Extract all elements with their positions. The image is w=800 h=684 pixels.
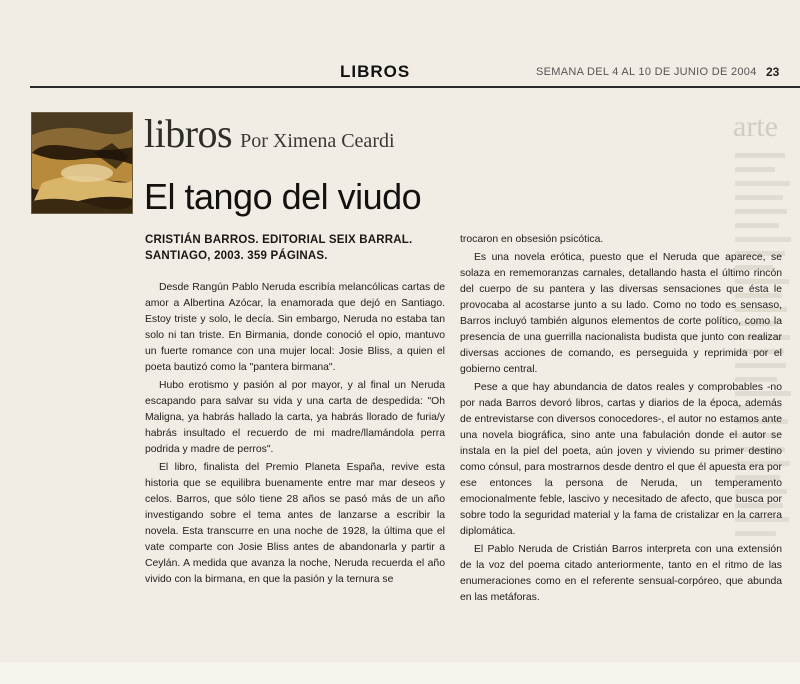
article-paragraph: Desde Rangún Pablo Neruda escribía melancólicas cartas de amor a Albertina Azócar, la enamorada que dejó en Santiago. Estoy triste y solo, le decía. Sin embargo, Neruda no estaba tan solo ni tan triste. En Birmania, donde conoció el opio, mantuvo un fuerte romance con una mujer local: Josie Bliss, a quien el poeta bautizó como la "pantera birmana". (145, 282, 445, 373)
article-byline: Por Ximena Ceardi (240, 130, 395, 152)
header-rule (30, 86, 800, 88)
book-credit: CRISTIÁN BARROS. EDITORIAL SEIX BARRAL. SANTIAGO, 2003. 359 PÁGINAS. (145, 234, 413, 262)
fireplace-photo-icon (32, 113, 133, 214)
section-name: LIBROS (340, 62, 411, 81)
article-photo (31, 112, 133, 214)
page-number: 23 (766, 65, 780, 79)
article-kicker: libros (144, 111, 233, 156)
article-paragraph: El Pablo Neruda de Cristián Barros interpreta con una extensión de la voz del poema citado anteriormente, tanto en el ritmo de las enumeraciones como en el referente sensual-corpóreo, que abunda en las metáforas. (460, 544, 782, 603)
adjacent-column-heading: arte (733, 110, 778, 143)
article-paragraph: El libro, finalista del Premio Planeta España, revive esta historia que se equilibra buenamente entre mar mar deseos y celos. Barros, que sólo tiene 28 años se pasó más de un año investigando sobre el tema antes de lanzarse a escribir la novela. Esta transcurre en una noche de 1928, la última que el vate comparte con Josie Bliss antes de abandonarla y partir a Ceylán. A medida que avanza la noche, Neruda recuerda el año vivido con la birmana, en que la pasión y la ternura se (145, 462, 445, 585)
article-paragraph: Pese a que hay abundancia de datos reales y comprobables -no por nada Barros devoró libros, cartas y diarios de la época, además de entrevistarse con diversos conocedores-, el autor no estamos ante una novela biográfica, sino ante una fabulación donde el autor se instala en la piel del poeta, aún joven y viviendo su primer destino como cónsul, para mostrarnos desde dentro el que él apuesta era por ese entonces la persona de Neruda, un temperamento emocionalmente feble, lascivo y necesitado de afecto, que busca por sobre todo la seguridad material y la fama de cristalizar en la carrera diplomática. (460, 382, 782, 537)
article-kicker-row (144, 110, 395, 157)
article-paragraph: trocaron en obsesión psicótica. (460, 234, 604, 245)
issue-date: SEMANA DEL 4 AL 10 DE JUNIO DE 2004 (536, 66, 757, 78)
page-bottom-margin (0, 662, 800, 684)
article-headline: El tango del viudo (144, 176, 422, 217)
article-paragraph: Es una novela erótica, puesto que el Neruda que aparece, se solaza en rememoranzas carnales, detallando hasta el último rincón del cuerpo de su pantera y las diversas sensaciones que ésta le provocaba al acostarse junto a su lado. Como no todo es sensaso, Barros incluyó también algunos elementos de corte político, como la presencia de una guerrilla nacionalista budista que junto con realizar diversas acciones de comando, es perseguida y reprimida por el gobierno central. (460, 252, 782, 375)
article-column-right (460, 232, 782, 608)
article-paragraph: Hubo erotismo y pasión al por mayor, y al final un Neruda escapando para salvar su vida y una carta de despedida: "Oh Maligna, ya habrás hallado la carta, ya habrás llorado de furia/y habrás insultado el recuerdo de mi madre/llamándola perra podrida y madre de perros". (145, 380, 445, 455)
article-column-left (145, 232, 445, 590)
